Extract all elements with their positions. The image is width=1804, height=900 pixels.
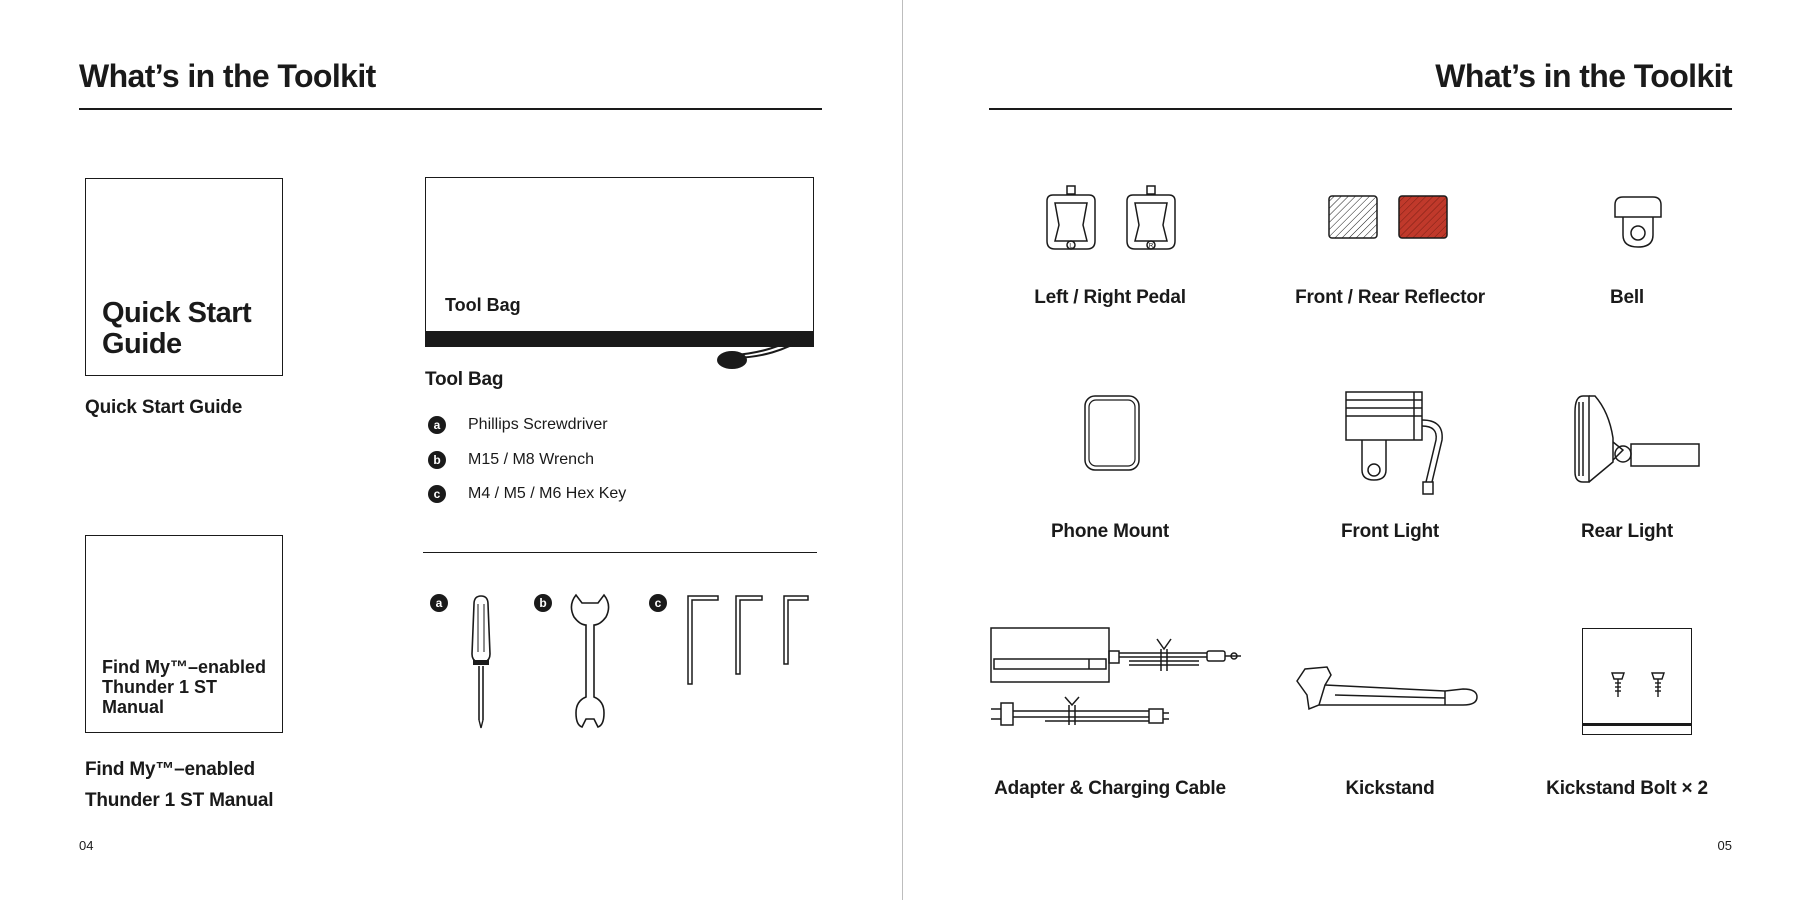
wrench-icon bbox=[568, 593, 612, 729]
quick-start-box-line-2: Guide bbox=[102, 328, 182, 360]
item-caption-kickstand-bolt: Kickstand Bolt × 2 bbox=[1546, 778, 1708, 799]
tool-list-item-a bbox=[428, 416, 608, 434]
item-caption-front-light: Front Light bbox=[1340, 521, 1440, 542]
tool-label: M4 / M5 / M6 Hex Key bbox=[468, 485, 627, 502]
tool-label: Phillips Screwdriver bbox=[468, 416, 608, 433]
drawing-badge-c: c bbox=[649, 594, 667, 612]
manual-caption bbox=[85, 754, 273, 816]
front-light-icon bbox=[1344, 390, 1454, 496]
item-caption-bell: Bell bbox=[1609, 287, 1645, 308]
quick-start-guide-illustration bbox=[85, 178, 283, 376]
tool-bag-illustration bbox=[425, 177, 814, 347]
tools-divider bbox=[423, 552, 817, 553]
hex-keys-icon bbox=[686, 594, 812, 686]
manual-caption-line-2: Thunder 1 ST Manual bbox=[85, 790, 274, 811]
page-number: 04 bbox=[79, 838, 94, 853]
reflectors-icon bbox=[1328, 195, 1456, 241]
kickstand-bolts-illustration bbox=[1582, 628, 1692, 735]
badge-b: b bbox=[428, 451, 446, 469]
title-rule bbox=[79, 108, 822, 110]
pedals-icon bbox=[1043, 183, 1183, 253]
bolts-icon bbox=[1608, 667, 1668, 703]
tool-bag-box-label: Tool Bag bbox=[445, 295, 521, 315]
quick-start-box-line-1: Quick Start bbox=[102, 297, 252, 329]
manual-illustration bbox=[85, 535, 283, 733]
tool-list-item-b bbox=[428, 451, 594, 469]
badge-c: c bbox=[428, 485, 446, 503]
drawing-badge-b: b bbox=[534, 594, 552, 612]
page-title: What’s in the Toolkit bbox=[79, 58, 376, 94]
bell-icon bbox=[1613, 195, 1665, 251]
right-page bbox=[903, 0, 1804, 900]
rear-light-icon bbox=[1573, 392, 1701, 486]
item-caption-adapter-cable: Adapter & Charging Cable bbox=[994, 778, 1226, 799]
drawing-badge-a: a bbox=[430, 594, 448, 612]
tool-bag-caption: Tool Bag bbox=[425, 369, 504, 390]
item-caption-pedal: Left / Right Pedal bbox=[1034, 287, 1186, 308]
item-caption-reflector: Front / Rear Reflector bbox=[1295, 287, 1485, 308]
item-caption-phone-mount: Phone Mount bbox=[1050, 521, 1170, 542]
adapter-cable-icon bbox=[989, 625, 1245, 729]
tool-list-item-c bbox=[428, 485, 626, 503]
screwdriver-icon bbox=[466, 594, 496, 730]
tool-label: M15 / M8 Wrench bbox=[468, 451, 594, 468]
manual-box-line-3: Manual bbox=[102, 697, 165, 717]
quick-start-caption: Quick Start Guide bbox=[85, 397, 243, 418]
item-caption-kickstand: Kickstand bbox=[1345, 778, 1435, 799]
pedal-mark-left: L bbox=[1069, 243, 1073, 250]
title-rule bbox=[989, 108, 1732, 110]
page-number: 05 bbox=[1717, 838, 1732, 853]
page-title: What’s in the Toolkit bbox=[1435, 58, 1732, 94]
phone-mount-icon bbox=[1083, 394, 1141, 472]
manual-box-line-1: Find My™–enabled bbox=[102, 657, 267, 677]
manual-box-line-2: Thunder 1 ST bbox=[102, 677, 218, 697]
manual-caption-line-1: Find My™–enabled bbox=[85, 759, 255, 780]
kickstand-icon bbox=[1295, 665, 1485, 713]
bolts-base-line bbox=[1583, 723, 1691, 726]
item-caption-rear-light: Rear Light bbox=[1581, 521, 1673, 542]
pedal-mark-right: R bbox=[1148, 243, 1154, 250]
badge-a: a bbox=[428, 416, 446, 434]
zipper-pull-icon bbox=[710, 335, 820, 375]
